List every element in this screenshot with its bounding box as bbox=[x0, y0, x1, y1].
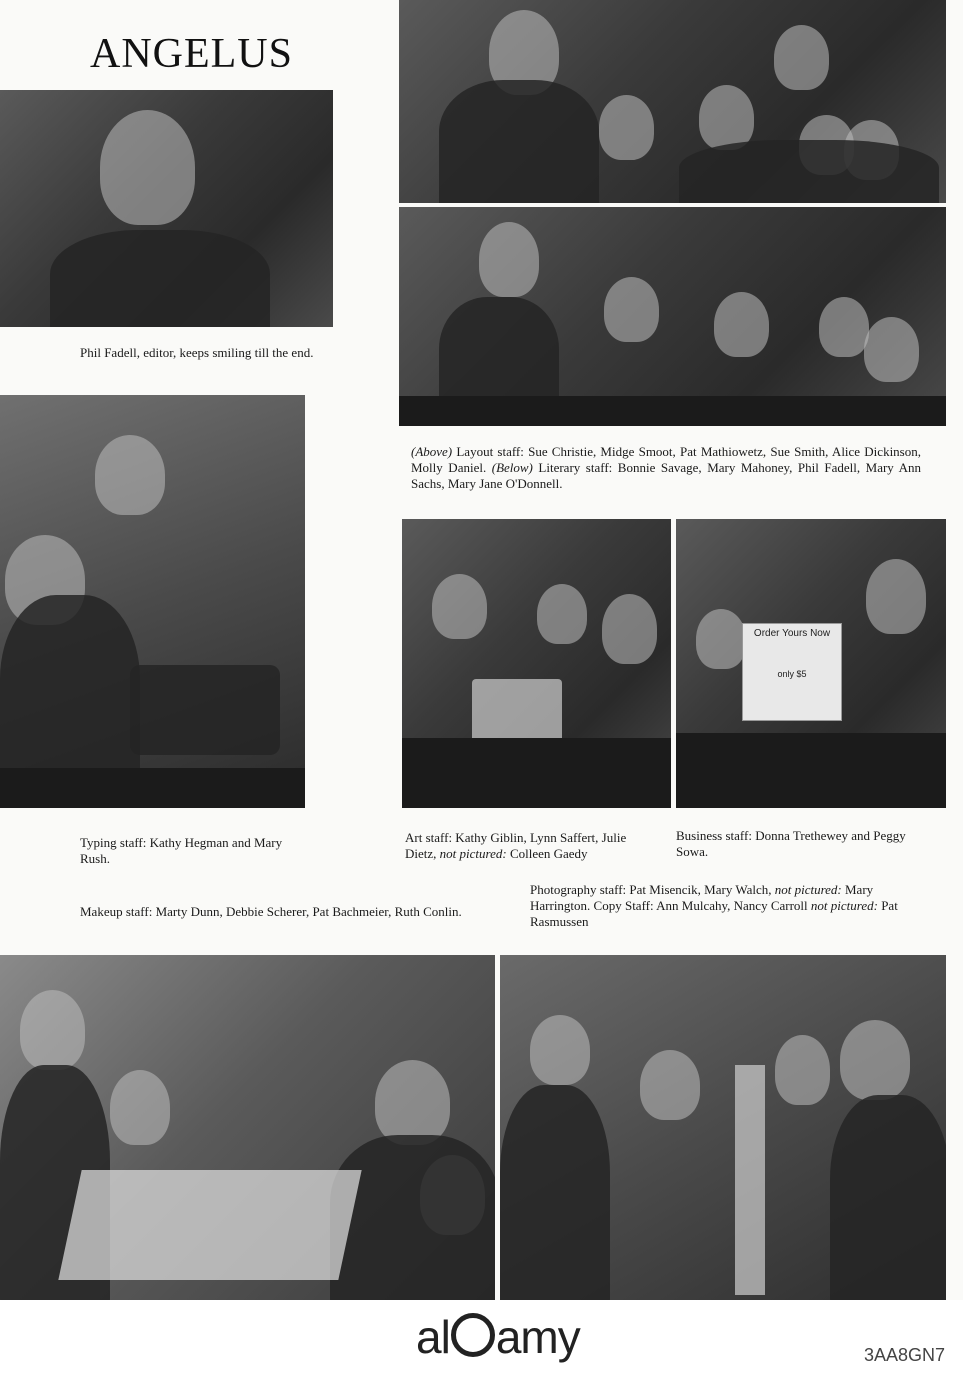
alamy-logo bbox=[416, 1310, 580, 1364]
table-papers bbox=[58, 1170, 361, 1280]
caption-below-label: (Below) bbox=[491, 460, 533, 475]
image-code: 3AA8GN7 bbox=[863, 1345, 945, 1365]
photo-literary-staff bbox=[399, 207, 946, 426]
photo-business-staff bbox=[676, 519, 946, 808]
photo-photography-staff bbox=[500, 955, 946, 1300]
poster-order-yours-now bbox=[742, 623, 842, 721]
photo-layout-staff bbox=[399, 0, 946, 203]
caption-typing: Typing staff: Kathy Hegman and Mary Rush. bbox=[80, 835, 283, 866]
film-strip bbox=[735, 1065, 765, 1295]
caption-layout-literary bbox=[411, 444, 921, 492]
caption-above-label: (Above) bbox=[411, 444, 453, 459]
photo-editor bbox=[0, 90, 333, 327]
caption-makeup: Makeup staff: Marty Dunn, Debbie Scherer, Pat Bachmeier, Ruth Conlin. bbox=[80, 904, 462, 919]
caption-art-text: Art staff: Kathy Giblin, Lynn Saffert, Julie Dietz, bbox=[405, 830, 627, 861]
logo-part-a: al bbox=[416, 1311, 450, 1363]
caption-copy-not-pictured: not pictured: bbox=[810, 898, 878, 913]
caption-photo-text: Photography staff: Pat Misencik, Mary Walch, bbox=[530, 882, 775, 897]
caption-editor: Phil Fadell, editor, keeps smiling till the end. bbox=[80, 345, 314, 360]
caption-photography-copy bbox=[530, 882, 925, 930]
logo-circle-icon bbox=[451, 1313, 495, 1357]
caption-photo-rest: Mary Harrington. Copy Staff: Ann Mulcahy, Nancy Carroll bbox=[530, 882, 874, 913]
photo-typing-staff bbox=[0, 395, 305, 808]
poster-price: only $5 bbox=[777, 669, 807, 679]
caption-art bbox=[405, 830, 655, 862]
caption-business: Business staff: Donna Trethewey and Peggy Sowa. bbox=[676, 828, 906, 859]
caption-literary-text: Literary staff: Bonnie Savage, Mary Mahoney, Phil Fadell, Mary Ann Sachs, Mary Jane O'Donnell. bbox=[411, 460, 921, 491]
caption-copy-rest: Pat Rasmussen bbox=[530, 898, 898, 929]
photo-makeup-staff bbox=[0, 955, 495, 1300]
caption-art-not-pictured: not pictured: bbox=[439, 846, 507, 861]
caption-photo-not-pictured: not pictured: bbox=[774, 882, 842, 897]
poster-headline: Order Yours Now bbox=[753, 628, 831, 639]
photo-art-staff bbox=[402, 519, 671, 808]
page-title: ANGELUS bbox=[90, 31, 293, 77]
caption-art-rest: Colleen Gaedy bbox=[506, 846, 588, 861]
caption-layout-text: Layout staff: Sue Christie, Midge Smoot, Pat Mathiowetz, Sue Smith, Alice Dickinson, Molly Daniel. bbox=[411, 444, 921, 475]
logo-part-b: amy bbox=[495, 1311, 580, 1363]
